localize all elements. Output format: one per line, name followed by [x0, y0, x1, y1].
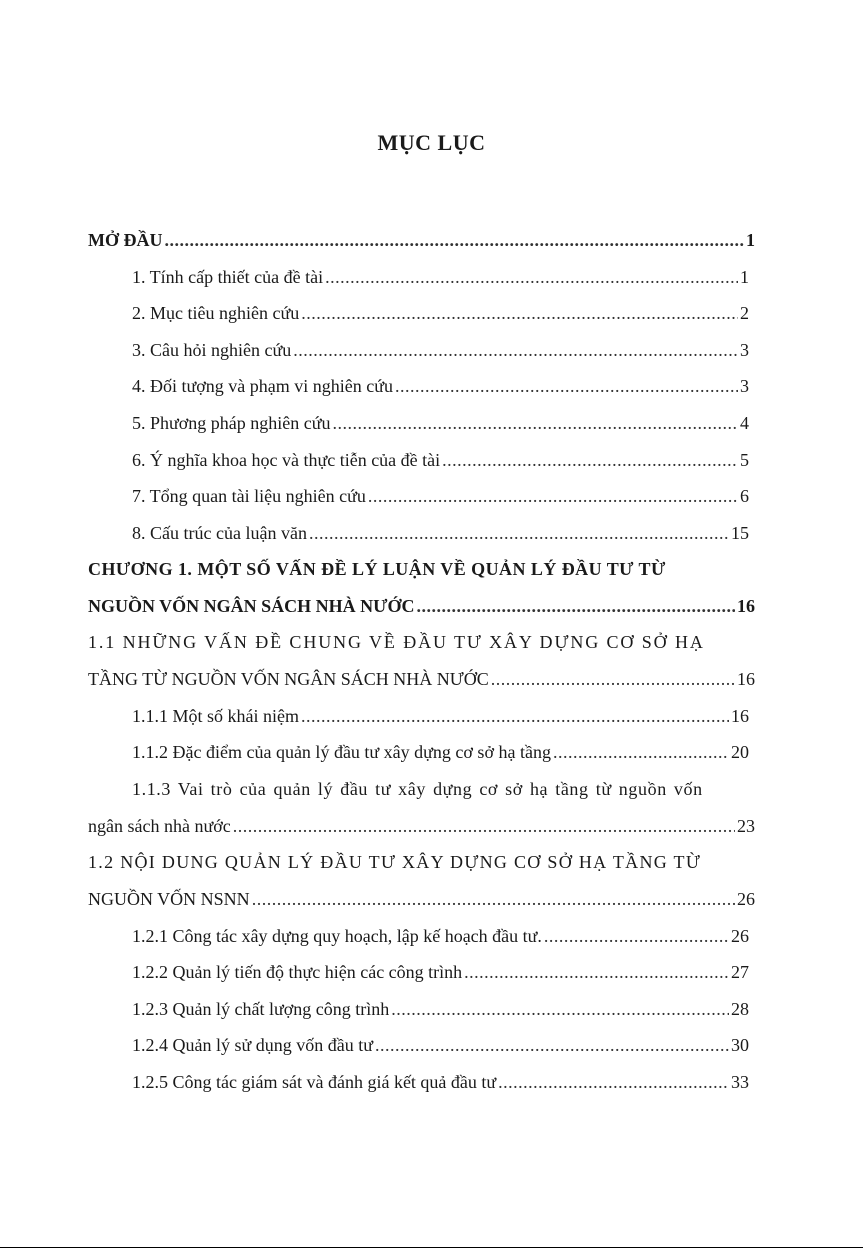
toc-entry-title: 2. Mục tiêu nghiên cứu — [132, 303, 300, 323]
toc-page-number: 33 — [731, 1072, 749, 1092]
toc-entry-chapter-line1[interactable] — [88, 556, 755, 582]
dot-leader — [375, 1032, 729, 1058]
toc-entry-title: 6. Ý nghĩa khoa học và thực tiễn của đề tài — [132, 450, 441, 470]
toc-entry-section-line1[interactable] — [88, 629, 755, 655]
toc-entry-title: 7. Tổng quan tài liệu nghiên cứu — [132, 486, 366, 506]
toc-entry-title: CHƯƠNG 1. MỘT SỐ VẤN ĐỀ LÝ LUẬN VỀ QUẢN LÝ ĐẦU TƯ TỪ — [88, 559, 666, 579]
dot-leader — [553, 739, 729, 765]
toc-entry[interactable] — [132, 447, 749, 473]
toc-entry-title-cont: NGUỒN VỐN NGÂN SÁCH NHÀ NƯỚC — [88, 596, 415, 616]
toc-page-number: 3 — [740, 340, 749, 360]
toc-entry-title: 5. Phương pháp nghiên cứu — [132, 413, 331, 433]
toc-entry-line2[interactable] — [88, 813, 755, 839]
toc-page-number: 26 — [731, 926, 749, 946]
dot-leader — [417, 593, 735, 619]
toc-page-number: 27 — [731, 962, 749, 982]
toc-entry-title-cont: NGUỒN VỐN NSNN — [88, 889, 250, 909]
toc-page-number: 5 — [740, 450, 749, 470]
toc-entry-title: 1. Tính cấp thiết của đề tài — [132, 267, 324, 287]
toc-entry-line1[interactable] — [132, 776, 755, 802]
toc-page-number: 28 — [731, 999, 749, 1019]
toc-page-number: 1 — [746, 230, 755, 250]
dot-leader — [368, 483, 738, 509]
toc-entry-title: 1.1.1 Một số khái niệm — [132, 706, 299, 726]
toc-entry[interactable] — [132, 337, 749, 363]
toc-entry-title: 1.2 NỘI DUNG QUẢN LÝ ĐẦU TƯ XÂY DỰNG CƠ SỞ HẠ TẦNG TỪ — [88, 852, 702, 872]
toc-page-number: 30 — [731, 1035, 749, 1055]
toc-entry-title: 4. Đối tượng và phạm vi nghiên cứu — [132, 376, 393, 396]
dot-leader — [395, 373, 738, 399]
toc-entry-chapter-line2[interactable] — [88, 593, 755, 619]
toc-entry-intro[interactable] — [88, 227, 755, 253]
toc-page-number: 16 — [737, 669, 755, 689]
toc-page-number: 6 — [740, 486, 749, 506]
dot-leader — [491, 666, 735, 692]
toc-entry[interactable] — [132, 1069, 749, 1095]
dot-leader — [544, 923, 729, 949]
toc-entry-title-cont: TẦNG TỪ NGUỒN VỐN NGÂN SÁCH NHÀ NƯỚC — [88, 669, 489, 689]
dot-leader — [252, 886, 735, 912]
toc-entry[interactable] — [132, 373, 749, 399]
toc-entry[interactable] — [132, 483, 749, 509]
toc-entry[interactable] — [132, 300, 749, 326]
toc-entry[interactable] — [132, 959, 749, 985]
toc-entry-title: 1.2.1 Công tác xây dựng quy hoạch, lập kế hoạch đầu tư. — [132, 926, 542, 946]
dot-leader — [333, 410, 738, 436]
toc-entry[interactable] — [132, 264, 749, 290]
toc-page-number: 3 — [740, 376, 749, 396]
toc-page-number: 20 — [731, 742, 749, 762]
toc-entry-title: 1.1.3 Vai trò của quản lý đầu tư xây dựng cơ sở hạ tầng từ nguồn vốn — [132, 779, 703, 799]
dot-leader — [391, 996, 729, 1022]
toc-entry[interactable] — [132, 520, 749, 546]
toc-entry-section-line2[interactable] — [88, 886, 755, 912]
dot-leader — [309, 520, 729, 546]
toc-entry-title: 1.1 NHỮNG VẤN ĐỀ CHUNG VỀ ĐẦU TƯ XÂY DỰNG CƠ SỞ HẠ — [88, 632, 705, 652]
toc-entry[interactable] — [132, 739, 749, 765]
toc-entry-section-line1[interactable] — [88, 849, 755, 875]
dot-leader — [301, 300, 738, 326]
toc-page-number: 4 — [740, 413, 749, 433]
toc-entry-title: 3. Câu hỏi nghiên cứu — [132, 340, 292, 360]
page-bottom-edge — [0, 1247, 863, 1248]
dot-leader — [165, 227, 745, 253]
toc-entry-title: 1.2.2 Quản lý tiến độ thực hiện các công trình — [132, 962, 463, 982]
dot-leader — [325, 264, 738, 290]
dot-leader — [464, 959, 729, 985]
toc-entry[interactable] — [132, 923, 749, 949]
toc-entry-title: 1.2.3 Quản lý chất lượng công trình — [132, 999, 390, 1019]
toc-page-number: 2 — [740, 303, 749, 323]
dot-leader — [301, 703, 729, 729]
dot-leader — [293, 337, 738, 363]
toc-entry-title: 1.1.2 Đặc điểm của quản lý đầu tư xây dựng cơ sở hạ tầng — [132, 742, 551, 762]
toc-entry-title: 1.2.5 Công tác giám sát và đánh giá kết quả đầu tư — [132, 1072, 497, 1092]
dot-leader — [233, 813, 735, 839]
toc-entry[interactable] — [132, 996, 749, 1022]
toc-entry-title: MỞ ĐẦU — [88, 230, 163, 250]
dot-leader — [498, 1069, 729, 1095]
toc-entry[interactable] — [132, 410, 749, 436]
toc-entry-title-cont: ngân sách nhà nước — [88, 816, 231, 836]
toc-page-number: 1 — [740, 267, 749, 287]
toc-page-number: 16 — [731, 706, 749, 726]
toc-page-number: 26 — [737, 889, 755, 909]
page-title: MỤC LỤC — [377, 130, 486, 155]
toc-page-number: 23 — [737, 816, 755, 836]
toc-entry-title: 8. Cấu trúc của luận văn — [132, 523, 307, 543]
toc-entry[interactable] — [132, 1032, 749, 1058]
toc-page-number: 15 — [731, 523, 749, 543]
toc-entry-title: 1.2.4 Quản lý sử dụng vốn đầu tư — [132, 1035, 373, 1055]
toc-entry[interactable] — [132, 703, 749, 729]
dot-leader — [442, 447, 738, 473]
toc-entry-section-line2[interactable] — [88, 666, 755, 692]
toc-page-number: 16 — [737, 596, 755, 616]
